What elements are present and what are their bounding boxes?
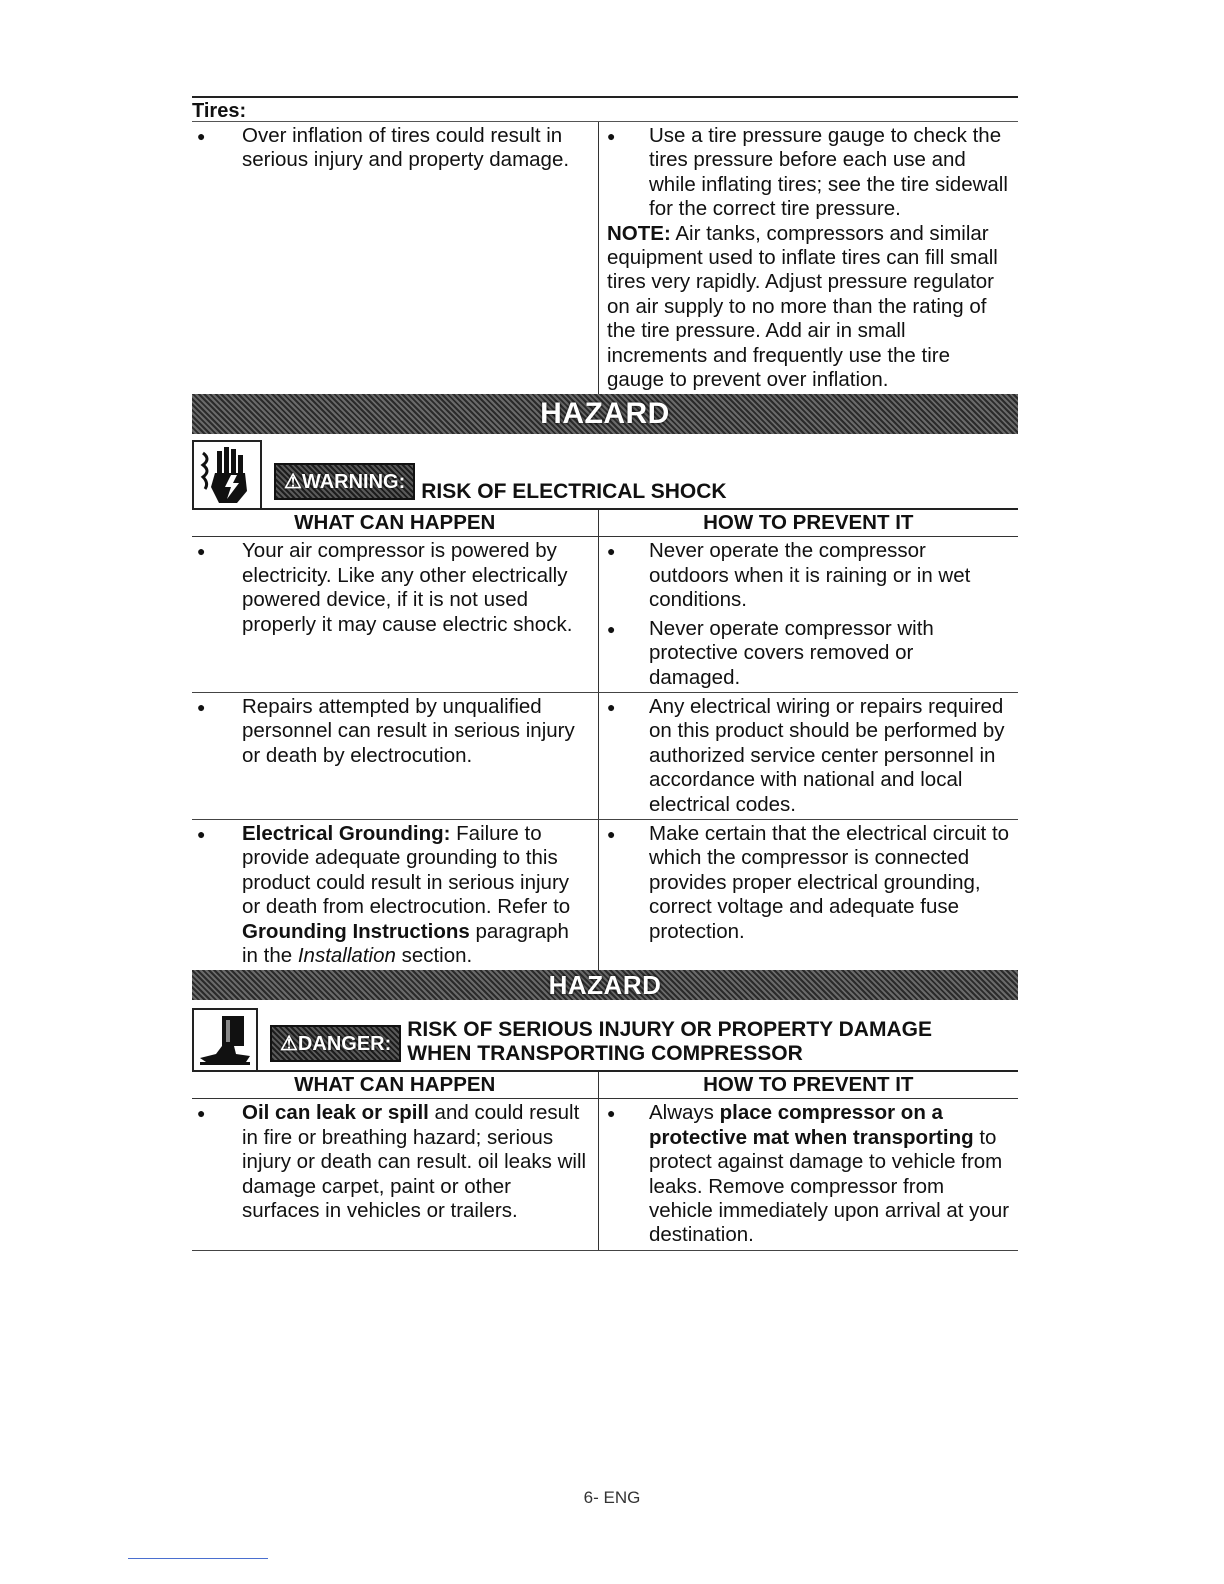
protective-mat-instruction: place compressor on a protective mat when transporting bbox=[649, 1101, 974, 1149]
bullet-icon: ● bbox=[607, 543, 616, 560]
grounding-instructions-ref: Grounding Instructions bbox=[242, 919, 470, 943]
electrical-row-2 bbox=[192, 693, 1018, 820]
transport-risk-line2: WHEN TRANSPORTING COMPRESSOR bbox=[407, 1042, 803, 1066]
how-to-prevent-header: HOW TO PREVENT IT bbox=[598, 510, 1018, 536]
prevent-text-a: Always bbox=[649, 1101, 720, 1125]
page-number: 6- ENG bbox=[583, 1488, 641, 1507]
electrical-row-1 bbox=[192, 537, 1018, 692]
tires-note bbox=[607, 222, 1010, 393]
grounding-text-c: section. bbox=[395, 943, 473, 967]
bullet-icon: ● bbox=[197, 825, 206, 842]
transport-risk-title bbox=[407, 1018, 932, 1070]
electric-shock-hand-icon bbox=[192, 440, 262, 508]
danger-signal-badge: ⚠DANGER: bbox=[270, 1025, 401, 1062]
tires-left-cell bbox=[192, 122, 598, 394]
oil-spill-icon bbox=[192, 1008, 258, 1070]
hazard-band-electrical: HAZARD bbox=[192, 394, 1018, 434]
electrical-risk-title: RISK OF ELECTRICAL SHOCK bbox=[421, 480, 727, 504]
what-can-happen-header: WHAT CAN HAPPEN bbox=[294, 511, 496, 535]
note-text: Air tanks, compressors and similar equipment used to inflate tires can fill small tires very rapidly. Adjust pressure regulator on air supply to no more than the rating of the tire pressure. Add air in small increments and frequently use the tire gauge to prevent over inflation. bbox=[607, 221, 998, 392]
oil-leak-text: and could result in fire or breathing hazard; serious injury or death can result. oil leaks will damage carpet, paint or other surfaces in vehicles or trailers. bbox=[242, 1101, 587, 1222]
bullet-icon: ● bbox=[197, 128, 206, 144]
tires-hazard-text: Over inflation of tires could result in serious injury and property damage. bbox=[242, 124, 570, 172]
electrical-row1-hazard: Your air compressor is powered by electricity. Like any other electrically powered device, if it is not used properly it may cause electric shock. bbox=[242, 539, 573, 636]
transport-risk-line bbox=[192, 1008, 1018, 1072]
grounding-text-b: paragraph in the bbox=[242, 919, 569, 967]
electrical-row-3 bbox=[192, 820, 1018, 970]
oil-leak-label: Oil can leak or spill bbox=[242, 1101, 429, 1125]
grounding-text-a: Failure to provide adequate grounding to this product could result in serious injury or death from electrocution. Refer to bbox=[242, 821, 571, 919]
edge-rule bbox=[128, 1558, 268, 1559]
bullet-icon: ● bbox=[607, 698, 616, 715]
electrical-row2-prevent: Any electrical wiring or repairs required on this product should be performed by authorized service center personnel in accordance with national and local electrical codes. bbox=[649, 694, 1005, 816]
electrical-row3-hazard bbox=[242, 822, 590, 968]
electrical-risk-line bbox=[192, 440, 1018, 510]
transport-hazard bbox=[242, 1101, 590, 1223]
bullet-icon: ● bbox=[607, 128, 616, 144]
bullet-icon: ● bbox=[607, 825, 616, 842]
installation-ref: Installation bbox=[297, 943, 396, 967]
bullet-icon: ● bbox=[197, 698, 206, 715]
what-can-happen-header: WHAT CAN HAPPEN bbox=[294, 1073, 496, 1097]
hazard-band-transport: HAZARD bbox=[192, 970, 1018, 1000]
transport-row bbox=[192, 1099, 1018, 1250]
manual-page bbox=[192, 96, 1018, 1251]
bullet-icon: ● bbox=[197, 543, 206, 560]
electrical-row1-prevent-b: Never operate compressor with protective covers removed or damaged. bbox=[649, 616, 934, 689]
transport-risk-line1: RISK OF SERIOUS INJURY OR PROPERTY DAMAGE bbox=[407, 1018, 932, 1042]
how-to-prevent-header: HOW TO PREVENT IT bbox=[598, 1072, 1018, 1098]
bullet-icon: ● bbox=[197, 1105, 206, 1122]
prevent-text-b: to protect against damage to vehicle from leaks. Remove compressor from vehicle immediately upon arrival at your destination. bbox=[649, 1125, 1010, 1247]
grounding-label: Electrical Grounding: bbox=[242, 821, 451, 845]
warning-signal-badge: ⚠WARNING: bbox=[274, 463, 415, 500]
tires-right-cell bbox=[598, 122, 1018, 394]
transport-prevent bbox=[649, 1101, 1010, 1247]
tires-heading: Tires: bbox=[192, 96, 1018, 122]
bullet-icon: ● bbox=[607, 620, 616, 637]
tires-prevent-text: Use a tire pressure gauge to check the tires pressure before each use and while inflating tires; see the tire sidewall for the correct tire pressure. bbox=[649, 124, 1008, 221]
electrical-column-headers bbox=[192, 510, 1018, 537]
electrical-row3-prevent: Make certain that the electrical circuit to which the compressor is connected provides proper electrical grounding, correct voltage and adequate fuse protection. bbox=[649, 821, 1010, 943]
tires-row bbox=[192, 122, 1018, 394]
transport-column-headers bbox=[192, 1072, 1018, 1099]
electrical-row1-prevent-a: Never operate the compressor outdoors when it is raining or in wet conditions. bbox=[649, 539, 971, 612]
note-label: NOTE: bbox=[607, 221, 671, 245]
bullet-icon: ● bbox=[607, 1105, 616, 1122]
electrical-row2-hazard: Repairs attempted by unqualified personnel can result in serious injury or death by electrocution. bbox=[242, 694, 575, 767]
